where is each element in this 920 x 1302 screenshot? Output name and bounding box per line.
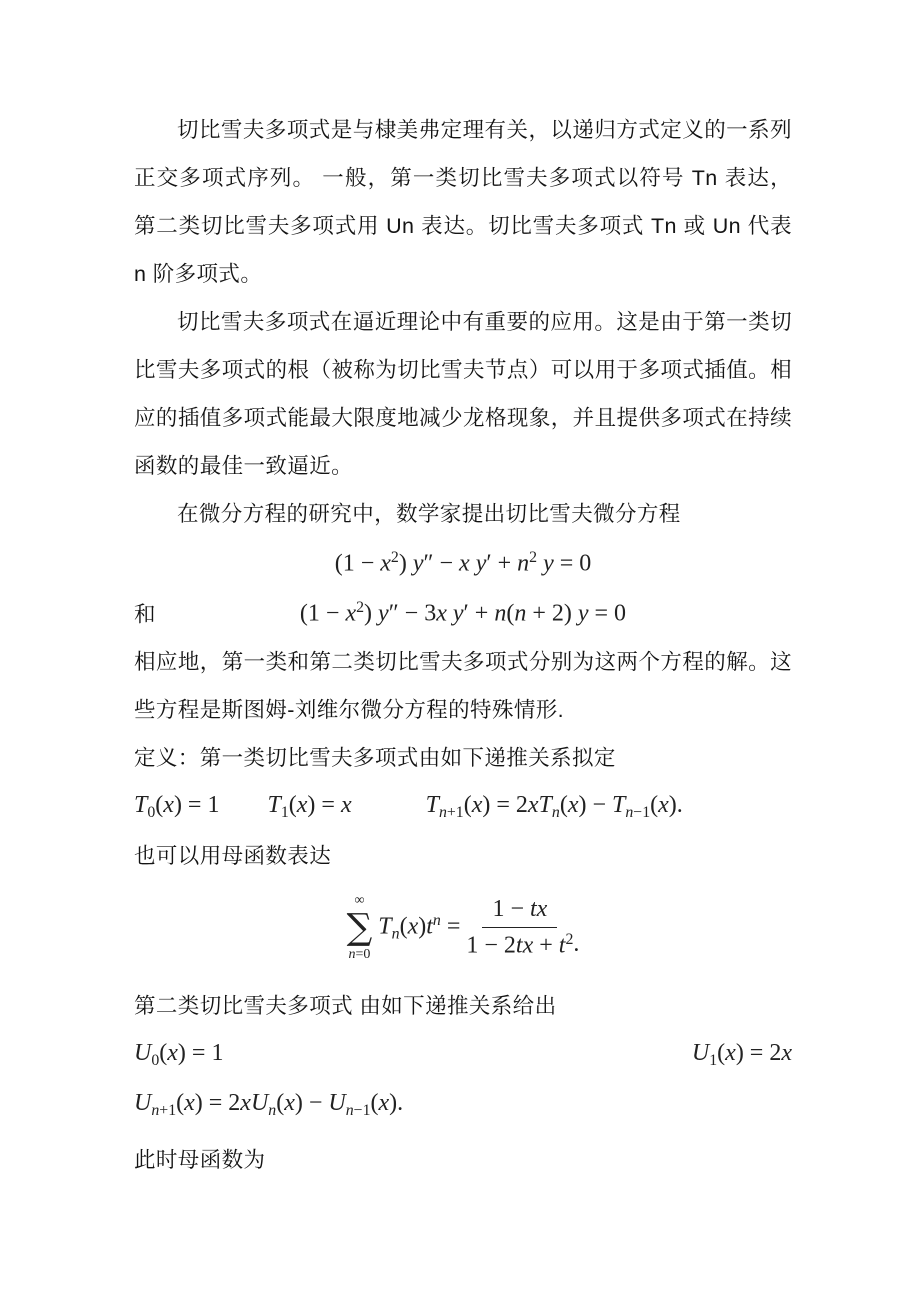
formula-t1: T1(x) = x <box>267 792 352 821</box>
second-kind-line: 第二类切比雪夫多项式 由如下递推关系给出 <box>134 994 557 1018</box>
formula-chebyshev-de-first-row <box>134 538 792 588</box>
summation-upper-limit: ∞ <box>354 893 365 908</box>
formula-u-recurrence-row <box>134 1080 792 1130</box>
fraction-denominator: $1 - 2tx + t^2$ <box>466 930 574 959</box>
paragraph-solutions: 相应地，第一类和第二类切比雪夫多项式分别为这两个方程的解。这些方程是斯图姆-刘维尔微分方程的特殊情形. <box>134 650 792 722</box>
formula-generating-lhs: $Tn(x)t^n$ = <box>378 912 461 943</box>
formula-generating-first <box>134 882 792 974</box>
fraction <box>466 896 573 960</box>
fraction-numerator: 1 − tx <box>482 896 557 928</box>
formula-t0: T0(x) = 1 <box>134 792 220 821</box>
generating-intro-second: 此时母函数为 <box>134 1148 266 1172</box>
definition-line: 定义：第一类切比雪夫多项式由如下递推关系拟定 <box>134 746 616 770</box>
formula-de-first: $(1 - x^2)$ y″ − x $y' + n^2$ y = 0 <box>334 548 592 577</box>
formula-period: . <box>573 931 580 957</box>
formula-t-recurrence: Tn+1(x) = 2xTn(x) − Tn−1(x). <box>425 792 683 821</box>
document-page <box>134 106 792 1184</box>
paragraph-intro: 切比雪夫多项式是与棣美弗定理有关，以递归方式定义的一系列正交多项式序列。 一般，第一类切比雪夫多项式以符号 Tn 表达，第二类切比雪夫多项式用 Un 表达。切比雪夫多项式 Tn 或 Un 代表 n 阶多项式。 <box>134 118 792 286</box>
paragraph-ode-intro: 在微分方程的研究中，数学家提出切比雪夫微分方程 <box>177 502 681 526</box>
formula-u-initial-row <box>134 1030 792 1080</box>
formula-u-recurrence: Un+1(x) = 2xUn(x) − Un−1(x). <box>134 1090 404 1119</box>
summation-symbol <box>347 894 373 962</box>
generating-intro-first: 也可以用母函数表达 <box>134 844 332 868</box>
summation-lower-limit: n=0 <box>348 947 371 962</box>
and-label: 和 <box>134 602 156 627</box>
paragraph-approximation: 切比雪夫多项式在逼近理论中有重要的应用。这是由于第一类切比雪夫多项式的根（被称为切比雪夫节点）可以用于多项式插值。相应的插值多项式能最大限度地减少龙格现象，并且提供多项式在持续函数的最佳一致逼近。 <box>134 310 792 478</box>
formula-u1: U1(x) = 2x <box>691 1040 792 1069</box>
formula-chebyshev-de-second-row <box>134 588 792 638</box>
sigma-icon: ∑ <box>346 907 373 948</box>
formula-de-second: $(1 - x^2)$ y″ − 3x y′ + n(n + 2) y = 0 <box>299 598 627 627</box>
formula-u0: U0(x) = 1 <box>134 1040 224 1069</box>
formula-t-recurrence-row <box>134 782 792 832</box>
